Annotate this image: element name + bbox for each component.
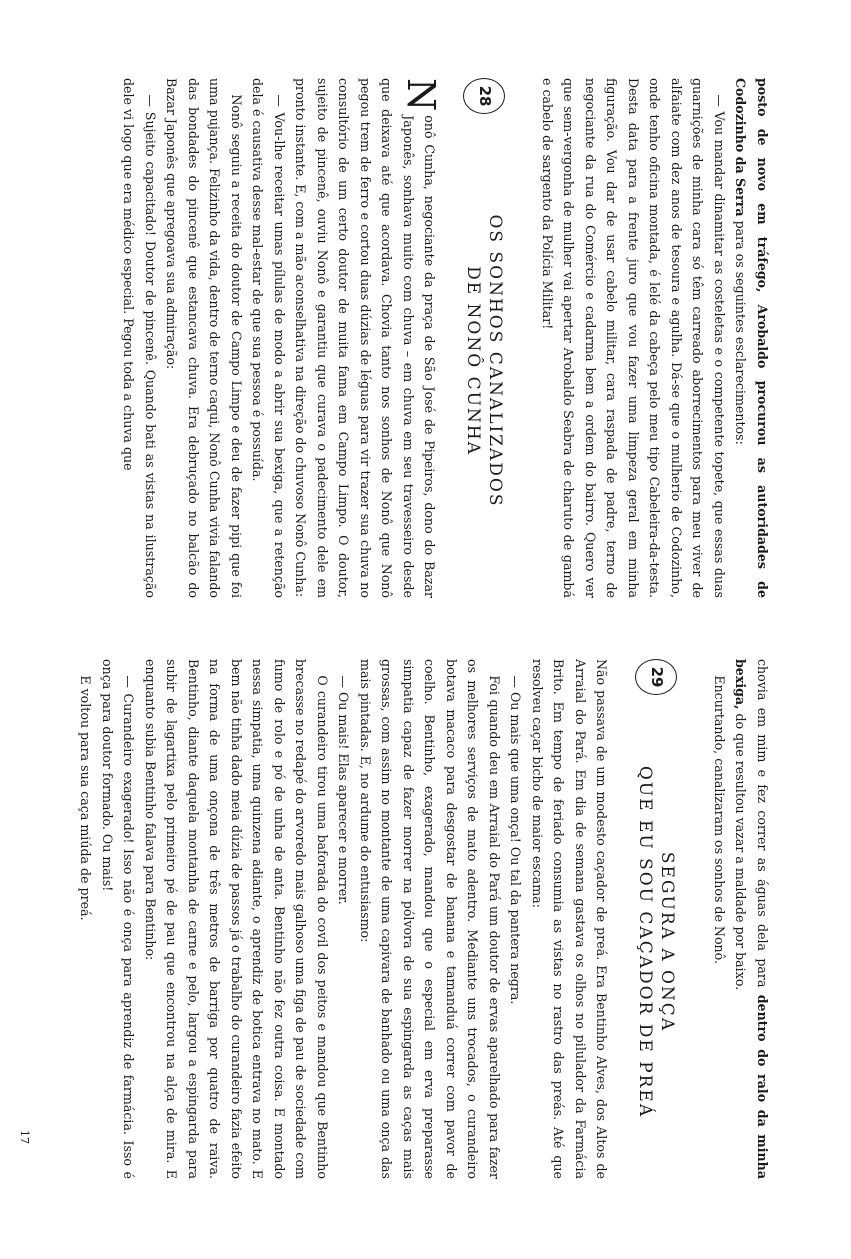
- chapter-heading-29: [635, 659, 679, 1179]
- chapter-title-line: QUE EU SOU CAÇADOR DE PREÁ: [635, 765, 656, 1119]
- chapter-heading-28: [463, 78, 507, 598]
- text: chovia em mim e fez correr as águas dela para: [755, 659, 770, 995]
- paragraph: [730, 78, 773, 598]
- paragraph: [290, 78, 444, 598]
- chapter-title-line: DE NONÔ CUNHA: [463, 266, 484, 456]
- paragraph: E voltou para sua caça miúda de preá.: [78, 675, 94, 921]
- page-number: 17: [18, 1130, 31, 1144]
- paragraph: — Ou mais! Elas aparecer e morrer.: [336, 675, 352, 905]
- text: do que resultou vazar a maldade por baixo.: [733, 709, 749, 991]
- bold-text: posto de novo em tráfego, Arobaldo procurou as autoridades de Codozinho da Serra: [733, 78, 770, 598]
- paragraph: [730, 659, 773, 1179]
- paragraph: Nonô seguiu a receita do doutor de Campo Limpo e deu de fazer pipi que foi uma pujança. Felizinho da vida, dentro de terno caqui, Nonô Cunha vivia falando das bondades do pincenê que estancava chuva. Era debruçado no balcão do Bazar Japonês que apregoava sua admiração:: [164, 78, 244, 598]
- paragraph: Não passava de um modesto caçador de preá. Era Bentinho Alves, dos Altos de Arraial do Pará. Em dia de semana gastava os olhos no pilulador da Farmácia Brito. Em tempo de feriado consumia as vistas no rastro das preás. Até que resolveu caçar bicho de maior escama:: [530, 659, 610, 1179]
- chapter-number: 28: [464, 78, 506, 114]
- chapter-title: [463, 124, 507, 598]
- paragraph: O curandeiro tirou uma baforada do covil dos peitos e mandou que Bentinho brecasse no redapé do arvoredo mais galhoso uma figa de pau de sociedade com fumo de rolo e pó de unha de anta. Bentinho não fez outra coisa. E montado nessa simpatia, uma quinzena adiante, o aprendiz de botica entrava no mato. E bem não tinha dado meia dúzia de passos já o trabalho do curandeiro fazia efeito na forma de uma onçona de três metros de barriga por quatro de raiva. Bentinho, diante daquela montanha de carne e pelo, largou a espingarda para subir de lagartixa pelo primeiro pé de pau que encontrou na alça de mira. E enquanto subia Bentinho falava para Bentinho:: [143, 659, 330, 1179]
- text: onô Cunha, negociante da praça de São José de Pipeiros, dono do Bazar Japonês, sonhava muito com chuva – em chuva em seu travesseiro desde que deixava até que acordava. Chovia tanto nos sonhos de Nonô que Nonô pegou trem de ferro e cortou duas dúzias de léguas para vir trazer sua chuva no consultório de um certo doutor de muita fama em Campo Limpo. O doutor, sujeito de pincenê, ouviu Nonô e garantiu que curava o padecimento dele em pronto instante. E, com a mão aconselhativa na direção do chuvoso Nonô Cunha:: [293, 78, 438, 598]
- paragraph: Encurtando, canalizaram os sonhos de Nonô.: [712, 675, 727, 965]
- paragraph: — Vou mandar dinamitar as costeletas e o competente topete, que essas duas guarnições de minha cara só têm carreado aborrecimentos para meu viver de alfaiate com dez anos de tesoura e agulha. Dá-se que o mulherio de Codozinho, onde tenho oficina montada, é lelé da cabeça pelo meu tipo Cabeleira-da-testa. Desta data para a frente juro que vou fazer uma limpeza geral em minha figuração. Vou dar de usar cabelo militar, cara raspada de padre, terno de negociante da rua do Comércio e cadarma bem a ordem do bairro. Quero ver que sem-vergonha de mulher vai apertar Arobaldo Seabra de charuto de gambá e cabelo de sargento da Polícia Militar!: [540, 78, 727, 598]
- chapter-title-line: SEGURA A ONÇA: [657, 851, 678, 1033]
- paragraph: — Ou mais que uma onça! Ou tal da pantera negra.: [508, 675, 524, 1005]
- paragraph: Foi quando deu em Arraial do Pará um doutor de ervas aparelhado para fazer os melhores serviços de mato adentro. Mediante uns trocados, o curandeiro botava macaco para desgostar de banana e tamanduá correr com pavor de coelho. Bentinho, exagerado, mandou que o especial em erva preparasse simpatia capaz de fazer morrer na pólvora de sua espingarda as caças mais grossas, com assim no montante de uma capivara de banhado ou uma onça das mais pintadas. E, no ardume do entusiasmo:: [358, 659, 502, 1179]
- paragraph: — Sujeito capacitado! Doutor de pincenê. Quando bati as vistas na ilustração dele vi logo que era médico especial. Pegou toda a chuva que: [121, 78, 158, 598]
- text: para os seguintes esclarecimentos:: [733, 216, 749, 445]
- paragraph: — Curandeiro exagerado! Isso não é onça para aprendiz de farmácia. Isso é onça para doutor formado. Ou mais!: [100, 659, 137, 1179]
- drop-cap: N: [399, 78, 444, 112]
- right-page-column: [75, 659, 773, 1179]
- left-page-column: [118, 78, 773, 598]
- paragraph: — Vou-lhe receitar umas pílulas de modo a abrir sua bexiga, que a retenção dela é causativa desse mal-estar de que sua pessoa é possuída.: [250, 78, 287, 598]
- bold-text: dentro do ralo da minha bexiga,: [733, 659, 770, 1179]
- chapter-title-line: OS SONHOS CANALIZADOS: [485, 214, 506, 508]
- chapter-title: [635, 705, 679, 1179]
- chapter-number: 29: [636, 659, 678, 695]
